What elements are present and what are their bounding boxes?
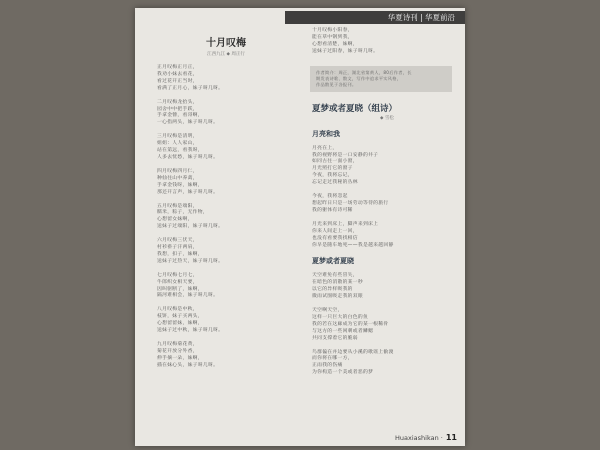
poem-continuation [306, 28, 456, 56]
stanza [312, 28, 456, 56]
poem-line: 七月叹梅七月七， [157, 272, 198, 278]
stanza [157, 307, 301, 335]
poem-line: 鸟群偏在并边要从小溪的歌谣上偷渡 [312, 349, 394, 355]
poem-set-author: ◆ 雪松 [380, 115, 394, 121]
poem-line: 隔河难相会，妹子呀几呀。 [157, 293, 219, 299]
note-line: 作者简介：周正，湖北省第黄人，80后作者，长 [316, 69, 412, 75]
poem-line: 今夜，我将忘记， [312, 173, 353, 179]
author-note [310, 66, 452, 92]
page-footer [395, 433, 457, 442]
stanza [157, 204, 301, 232]
poem-line: 在暗色的消散的某一秒 [312, 280, 363, 286]
poem-line: 伸手摘一朵，妹啊， [157, 355, 203, 361]
note-line: 期发表诗歌、散文，写作中追求平实风格， [316, 75, 402, 81]
poem-line: 正月叹梅正月正， [157, 65, 198, 70]
poem-line: 送妹子过中秋，妹子呀几呀。 [157, 328, 224, 334]
poem-body [151, 65, 301, 370]
poem-author: 江西九江 ◆ 周正行 [207, 52, 245, 57]
poem-line: 天空难免有些冒失， [312, 273, 358, 279]
stanza [157, 65, 301, 93]
poem-line: 十月叹梅小阳春， [312, 28, 353, 33]
poem-line: 我的躯体有诗可稀 [312, 207, 353, 213]
poem-line: 五月叹梅是端阳， [157, 203, 198, 209]
poem-line: 二月叹梅龙抬头， [157, 99, 198, 105]
poem-line: 而你将在哪一方， [312, 356, 353, 362]
poem-line: 心想留留妹，妹啊， [157, 321, 203, 327]
stanza [312, 350, 456, 378]
poem-line: 今夜，我将忽起 [312, 194, 348, 200]
stanza [312, 308, 456, 343]
poem-line: 一心指两头，妹子呀几呀。 [157, 120, 219, 126]
poem-line: 我的若在这廊成为它的某一根稀骨 [312, 321, 389, 327]
poem-line: 共同支撑着它的脆弱 [312, 335, 358, 341]
magazine-page [135, 8, 465, 446]
poem-line: 如同古往一面小窗， [312, 159, 358, 165]
poem-line: 你早是随车地死——我是越来越回静 [312, 242, 394, 248]
poem-line: 八月叹梅是中秋， [157, 307, 198, 313]
poem-line: 你来人间走上一回， [312, 228, 358, 234]
poem-line: 月光来到床上，脚声来到床上 [312, 221, 379, 227]
poem-line: 六月叹梅三伏天， [157, 238, 198, 244]
poem-line: 正雨我的伤痛 [312, 363, 343, 369]
poem-line: 送妹子过热天，妹子呀几呀。 [157, 258, 224, 264]
page-number: 11 [445, 433, 457, 442]
poem-line: 手拿金钱呀，妹啊， [157, 182, 203, 188]
poem-line: 看满了正月心，妹子呀几呀。 [157, 85, 224, 91]
page-header: 华夏诗刊 | 华夏前沿 [285, 11, 465, 24]
poem-line: 牛郎织女相天要， [157, 279, 198, 285]
poem-line: 人多去忧愁，妹子呀几呀。 [157, 154, 219, 160]
poem-line: 月亮在上， [312, 145, 338, 151]
stanza [157, 100, 301, 128]
poem-line: 姐姐：人人家山， [157, 141, 198, 147]
poem-line: 我劝小妹去看花， [157, 71, 198, 77]
poem-line: 心想留女妹啊， [157, 217, 193, 223]
poem-line: 微雨试图吸走我的双眼 [312, 294, 363, 300]
poem-line: 为你构造一个美或者恶的梦 [312, 370, 374, 376]
footer-journal: Huaxiashikan · [395, 434, 443, 442]
stanza [312, 194, 456, 215]
poem-line: 天空啊天空， [312, 308, 343, 314]
poem-line: 想起昨日只是一场劳动等待的旅行 [312, 200, 389, 206]
poem-title: 十月叹梅 [206, 38, 246, 49]
poem-set-title: 夏梦或者夏晓（组诗） [312, 103, 398, 114]
poem-line: 我想，扣子，妹啊， [157, 251, 203, 257]
stanza [157, 273, 301, 301]
section-title: 夏梦或者夏晓 [312, 256, 354, 266]
poem-line: 忘记走过我秘的丛林 [312, 180, 358, 186]
poem-line: 枝饼，妹子买两头， [157, 314, 203, 320]
poem-line: 因叫驱断了，妹啊， [157, 286, 203, 292]
poem-line: 站在第远，看我呀， [157, 148, 203, 154]
stanza [312, 146, 456, 187]
poem-line: 心想看清楚，妹啊， [312, 41, 358, 47]
poem-line: 我的视野将是一口安静的井子 [312, 152, 379, 158]
poem-line: 那还开言声，妹子呀几呀。 [157, 189, 219, 195]
stanza [157, 238, 301, 266]
poem-line: 能在草中钢到我， [312, 34, 353, 40]
poem-line: 三月叹梅是清明， [157, 134, 198, 140]
poem-line: 种仙往山中养禽， [157, 175, 198, 181]
stanza [157, 342, 301, 370]
poem-line: 九月叹梅菊花黄， [157, 342, 198, 347]
poem-line: 也没有看要我找相信 [312, 235, 358, 241]
poem-line: 月光照打它的窗子 [312, 166, 353, 172]
poem-line: 菊花开放分外香， [157, 348, 198, 354]
poem-line: 手拿金簪，看哥啊， [157, 113, 203, 119]
poem-line: 园舍中中把手跃， [157, 106, 198, 112]
poem-line: 看过花开正当时， [157, 78, 198, 84]
poem-line: 村衫褂子汗两肩， [157, 245, 198, 251]
poem-line: 送妹子过阳春，妹子呀几呀。 [312, 48, 379, 54]
left-column [151, 28, 301, 377]
poem-sections [306, 129, 456, 378]
stanza [312, 273, 456, 301]
stanza [157, 169, 301, 197]
note-line: 作品散见于各报刊。 [316, 81, 357, 87]
section-title: 月亮和我 [312, 128, 340, 138]
poem-line: 送妹子过端阳，妹子呀几呀。 [157, 224, 224, 230]
stanza [157, 134, 301, 162]
poem-line: 与这方的一些闲刺或者鳞鳃 [312, 328, 374, 334]
poem-line: 插在妹心头，妹子呀几呀。 [157, 362, 219, 368]
poem-line: 这样一只巨大的白色的鱼 [312, 314, 369, 320]
poem-line: 以它的异样吸我的 [312, 287, 353, 293]
stanza [312, 222, 456, 250]
poem-line: 糯米，粽子，无作物， [157, 210, 208, 216]
poem-line: 四月叹梅四月仁， [157, 168, 198, 174]
right-column [306, 28, 456, 384]
